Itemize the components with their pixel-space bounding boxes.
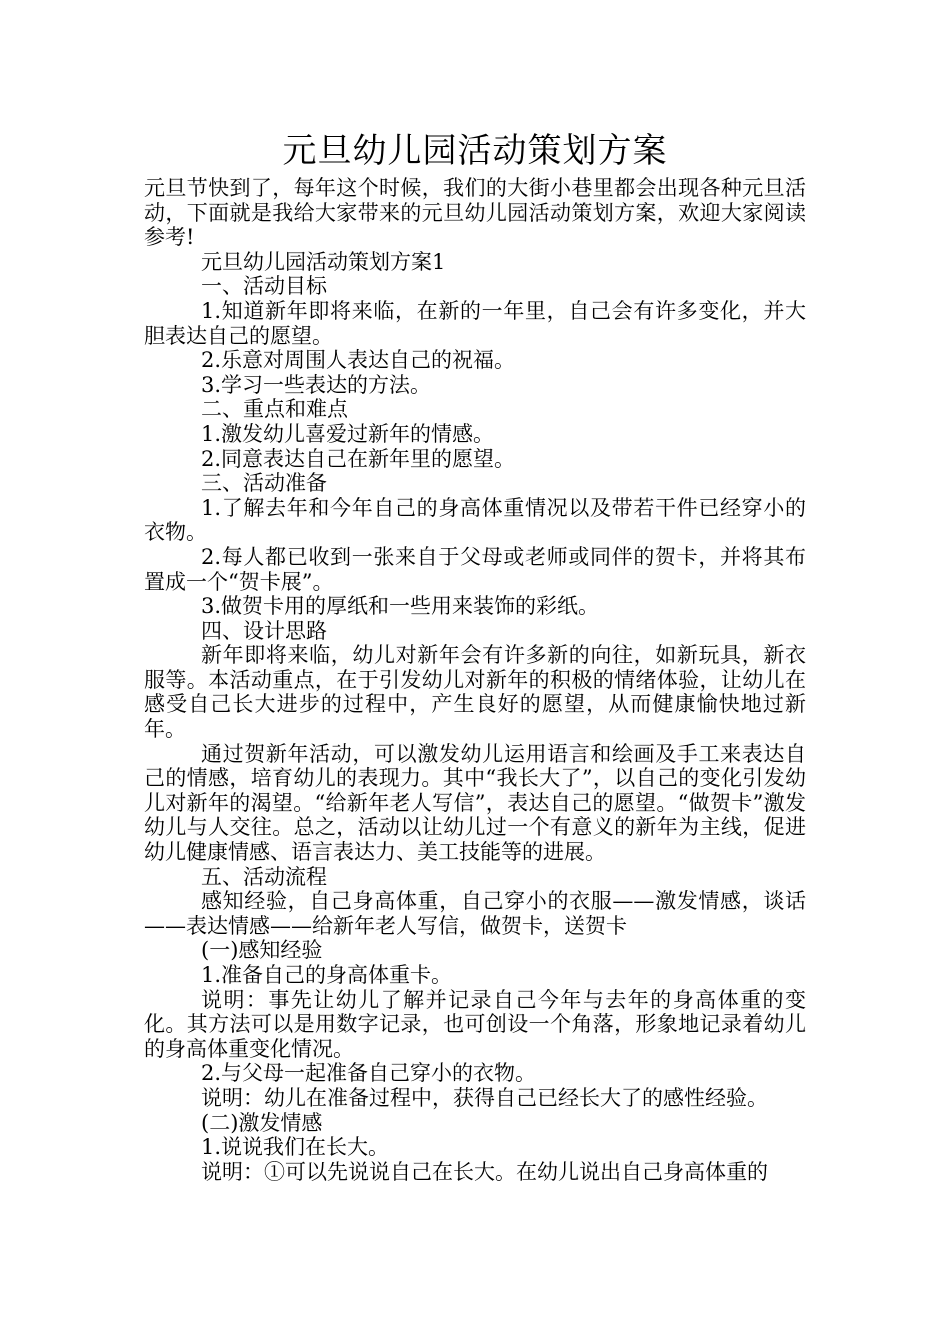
list-item: 1.说说我们在长大。: [201, 1135, 390, 1160]
list-item: 2.同意表达自己在新年里的愿望。: [201, 446, 516, 471]
body-paragraph: 新年即将来临，幼儿对新年会有许多新的向往，如新玩具，新衣服等。本活动重点，在于引发幼儿对新年的积极的情绪体验，让幼儿在感受自己长大进步的过程中，产生良好的愿望，从而健康愉快地过新年。: [144, 643, 806, 742]
document-title: 元旦幼儿园活动策划方案: [282, 131, 668, 171]
list-item: 2.乐意对周围人表达自己的祝福。: [201, 348, 516, 373]
document-page: [144, 126, 806, 1184]
subsection-heading: (一)感知经验: [201, 938, 323, 963]
section-heading: 三、活动准备: [201, 471, 327, 496]
list-item: 2.与父母一起准备自己穿小的衣物。: [201, 1061, 537, 1086]
list-item: 3.学习一些表达的方法。: [201, 372, 432, 397]
list-item: 3.做贺卡用的厚纸和一些用来装饰的彩纸。: [201, 594, 600, 619]
list-item: 2.每人都已收到一张来自于父母或老师或同伴的贺卡，并将其布置成一个“贺卡展”。: [144, 544, 806, 594]
section-heading: 五、活动流程: [201, 864, 327, 889]
note-paragraph: 说明：事先让幼儿了解并记录自己今年与去年的身高体重的变化。其方法可以是用数字记录，也可创设一个角落，形象地记录着幼儿的身高体重变化情况。: [144, 987, 806, 1061]
list-item: 1.了解去年和今年自己的身高体重情况以及带若干件已经穿小的衣物。: [144, 495, 806, 545]
intro-paragraph: 元旦节快到了，每年这个时候，我们的大街小巷里都会出现各种元旦活动，下面就是我给大家带来的元旦幼儿园活动策划方案，欢迎大家阅读参考!: [144, 176, 806, 250]
body-paragraph: 通过贺新年活动，可以激发幼儿运用语言和绘画及手工来表达自己的情感，培育幼儿的表现力。其中“我长大了”，以自己的变化引发幼儿对新年的渴望。“给新年老人写信”，表达自己的愿望。“做贺卡”激发幼儿与人交往。总之，活动以让幼儿过一个有意义的新年为主线，促进幼儿健康情感、语言表达力、美工技能等的进展。: [144, 741, 806, 865]
body-paragraph: 感知经验，自己身高体重，自己穿小的衣服——激发情感，谈话——表达情感——给新年老人写信，做贺卡，送贺卡: [144, 889, 806, 938]
note-paragraph: 说明：幼儿在准备过程中，获得自己已经长大了的感性经验。: [201, 1085, 768, 1110]
list-item: 1.知道新年即将来临，在新的一年里，自己会有许多变化，并大胆表达自己的愿望。: [144, 298, 806, 348]
section-heading: 二、重点和难点: [201, 397, 348, 422]
section-heading: 一、活动目标: [201, 274, 327, 299]
list-item: 1.激发幼儿喜爱过新年的情感。: [201, 421, 495, 446]
section-heading: 元旦幼儿园活动策划方案1: [201, 249, 446, 274]
section-heading: 四、设计思路: [201, 618, 327, 643]
note-paragraph: 说明：①可以先说说自己在长大。在幼儿说出自己身高体重的: [201, 1159, 768, 1184]
list-item: 1.准备自己的身高体重卡。: [201, 963, 453, 987]
subsection-heading: (二)激发情感: [201, 1110, 323, 1135]
